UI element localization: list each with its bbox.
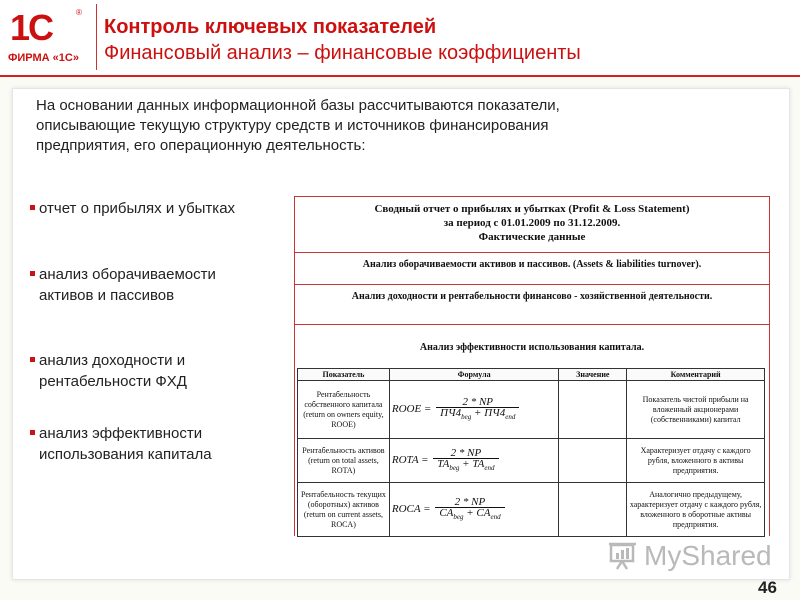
page-number: 46 [758, 578, 777, 597]
bullet-text: анализ эффективности использования капитала [39, 425, 212, 463]
value-cell [559, 483, 627, 537]
value-cell [559, 381, 627, 439]
report-section-turnover: Анализ оборачиваемости активов и пассивов. (Assets & liabilities turnover). [295, 252, 769, 275]
formula-fraction [435, 497, 504, 522]
formula-cell [389, 483, 559, 537]
comment-cell: Показатель чистой прибыли на вложенный акционерами (собственниками) капитал [627, 381, 765, 439]
formula-denominator [433, 459, 498, 473]
page-title: Контроль ключевых показателей [104, 16, 437, 38]
bullet-item [30, 264, 270, 306]
formula-lhs: ROCA = [391, 503, 431, 516]
formula-cell [389, 439, 559, 483]
bullet-item [30, 423, 270, 465]
formula-denominator [436, 408, 519, 422]
table-header-row [298, 369, 765, 381]
bullet-marker [30, 357, 35, 362]
indicator-cell: Рентабельность активов (return on total assets, ROTA) [298, 439, 390, 483]
den-subscript: beg [461, 413, 472, 422]
formula-numerator: 2 * NP [435, 497, 504, 508]
formula-fraction [436, 397, 519, 422]
formula-lhs: ROTA = [391, 454, 429, 467]
den-term: TA [437, 457, 450, 470]
den-operator: + [463, 506, 477, 519]
table-row [298, 439, 765, 483]
den-term: ПЧ4 [440, 406, 462, 419]
presentation-board-icon [608, 540, 638, 570]
logo-mark: 1С [10, 7, 53, 48]
den-subscript: end [505, 413, 516, 422]
bullet-text: анализ доходности и рентабельности ФХД [39, 352, 187, 390]
formula-cell [389, 381, 559, 439]
header-divider [96, 4, 97, 70]
logo-registered-mark: ® [76, 8, 82, 17]
header-rule [0, 75, 800, 77]
logo-company-name: ФИРМА «1С» [8, 52, 79, 64]
den-subscript: end [484, 464, 495, 473]
den-subscript: beg [453, 513, 464, 522]
bullet-marker [30, 205, 35, 210]
table-header-cell: Значение [559, 369, 627, 381]
logo-1c [6, 6, 92, 70]
bullet-item [30, 350, 260, 392]
table-row [298, 483, 765, 537]
den-subscript: end [490, 513, 501, 522]
indicator-cell: Рентабельность собственного капитала (return on owners equity, ROOE) [298, 381, 390, 439]
watermark-text: MyShared [644, 540, 772, 571]
slide-header [0, 0, 800, 76]
bullet-text: анализ оборачиваемости активов и пассивов [39, 266, 216, 304]
comment-cell: Аналогично предыдущему, характеризует отдачу с каждого рубля, вложенного в оборотные активы предприятия. [627, 483, 765, 537]
report-section-pnl [295, 196, 769, 248]
den-subscript: beg [449, 464, 460, 473]
watermark [608, 538, 772, 574]
intro-text: На основании данных информационной базы рассчитываются показатели, описывающие текущую структуру средств и источников финансирования предприятия, его операционную деятельность: [36, 97, 560, 154]
den-term: ПЧ4 [484, 406, 506, 419]
capital-efficiency-table [297, 368, 765, 537]
report-pnl-type: Фактические данные [478, 231, 586, 243]
table-header-cell: Комментарий [627, 369, 765, 381]
report-pnl-period: за период с 01.01.2009 по 31.12.2009. [443, 217, 621, 229]
formula-lhs: ROOE = [391, 403, 432, 416]
indicator-cell: Рентабельность текущих (оборотных) активов (return on current assets, ROCA) [298, 483, 390, 537]
value-cell [559, 439, 627, 483]
formula-fraction [433, 448, 498, 473]
bullet-marker [30, 430, 35, 435]
report-preview [294, 196, 770, 536]
table-header-cell: Показатель [298, 369, 390, 381]
bullet-marker [30, 271, 35, 276]
table-row [298, 381, 765, 439]
bullet-item [30, 198, 280, 219]
report-pnl-title: Сводный отчет о прибылях и убытках (Profit & Loss Statement) [374, 203, 690, 215]
den-term: CA [476, 506, 491, 519]
den-operator: + [471, 406, 485, 419]
den-term: CA [439, 506, 454, 519]
page-subtitle: Финансовый анализ – финансовые коэффициенты [104, 42, 581, 64]
report-section-profitability: Анализ доходности и рентабельности финансово - хозяйственной деятельности. [295, 284, 769, 311]
bullet-text: отчет о прибылях и убытках [39, 200, 236, 217]
report-section-capital: Анализ эффективности использования капитала. [295, 324, 769, 361]
den-term: TA [472, 457, 485, 470]
den-operator: + [459, 457, 473, 470]
formula-numerator: 2 * NP [433, 448, 498, 459]
table-header-cell: Формула [389, 369, 559, 381]
formula-numerator: 2 * NP [436, 397, 519, 408]
formula-denominator [435, 508, 504, 522]
comment-cell: Характеризует отдачу с каждого рубля, вложенного в активы предприятия. [627, 439, 765, 483]
